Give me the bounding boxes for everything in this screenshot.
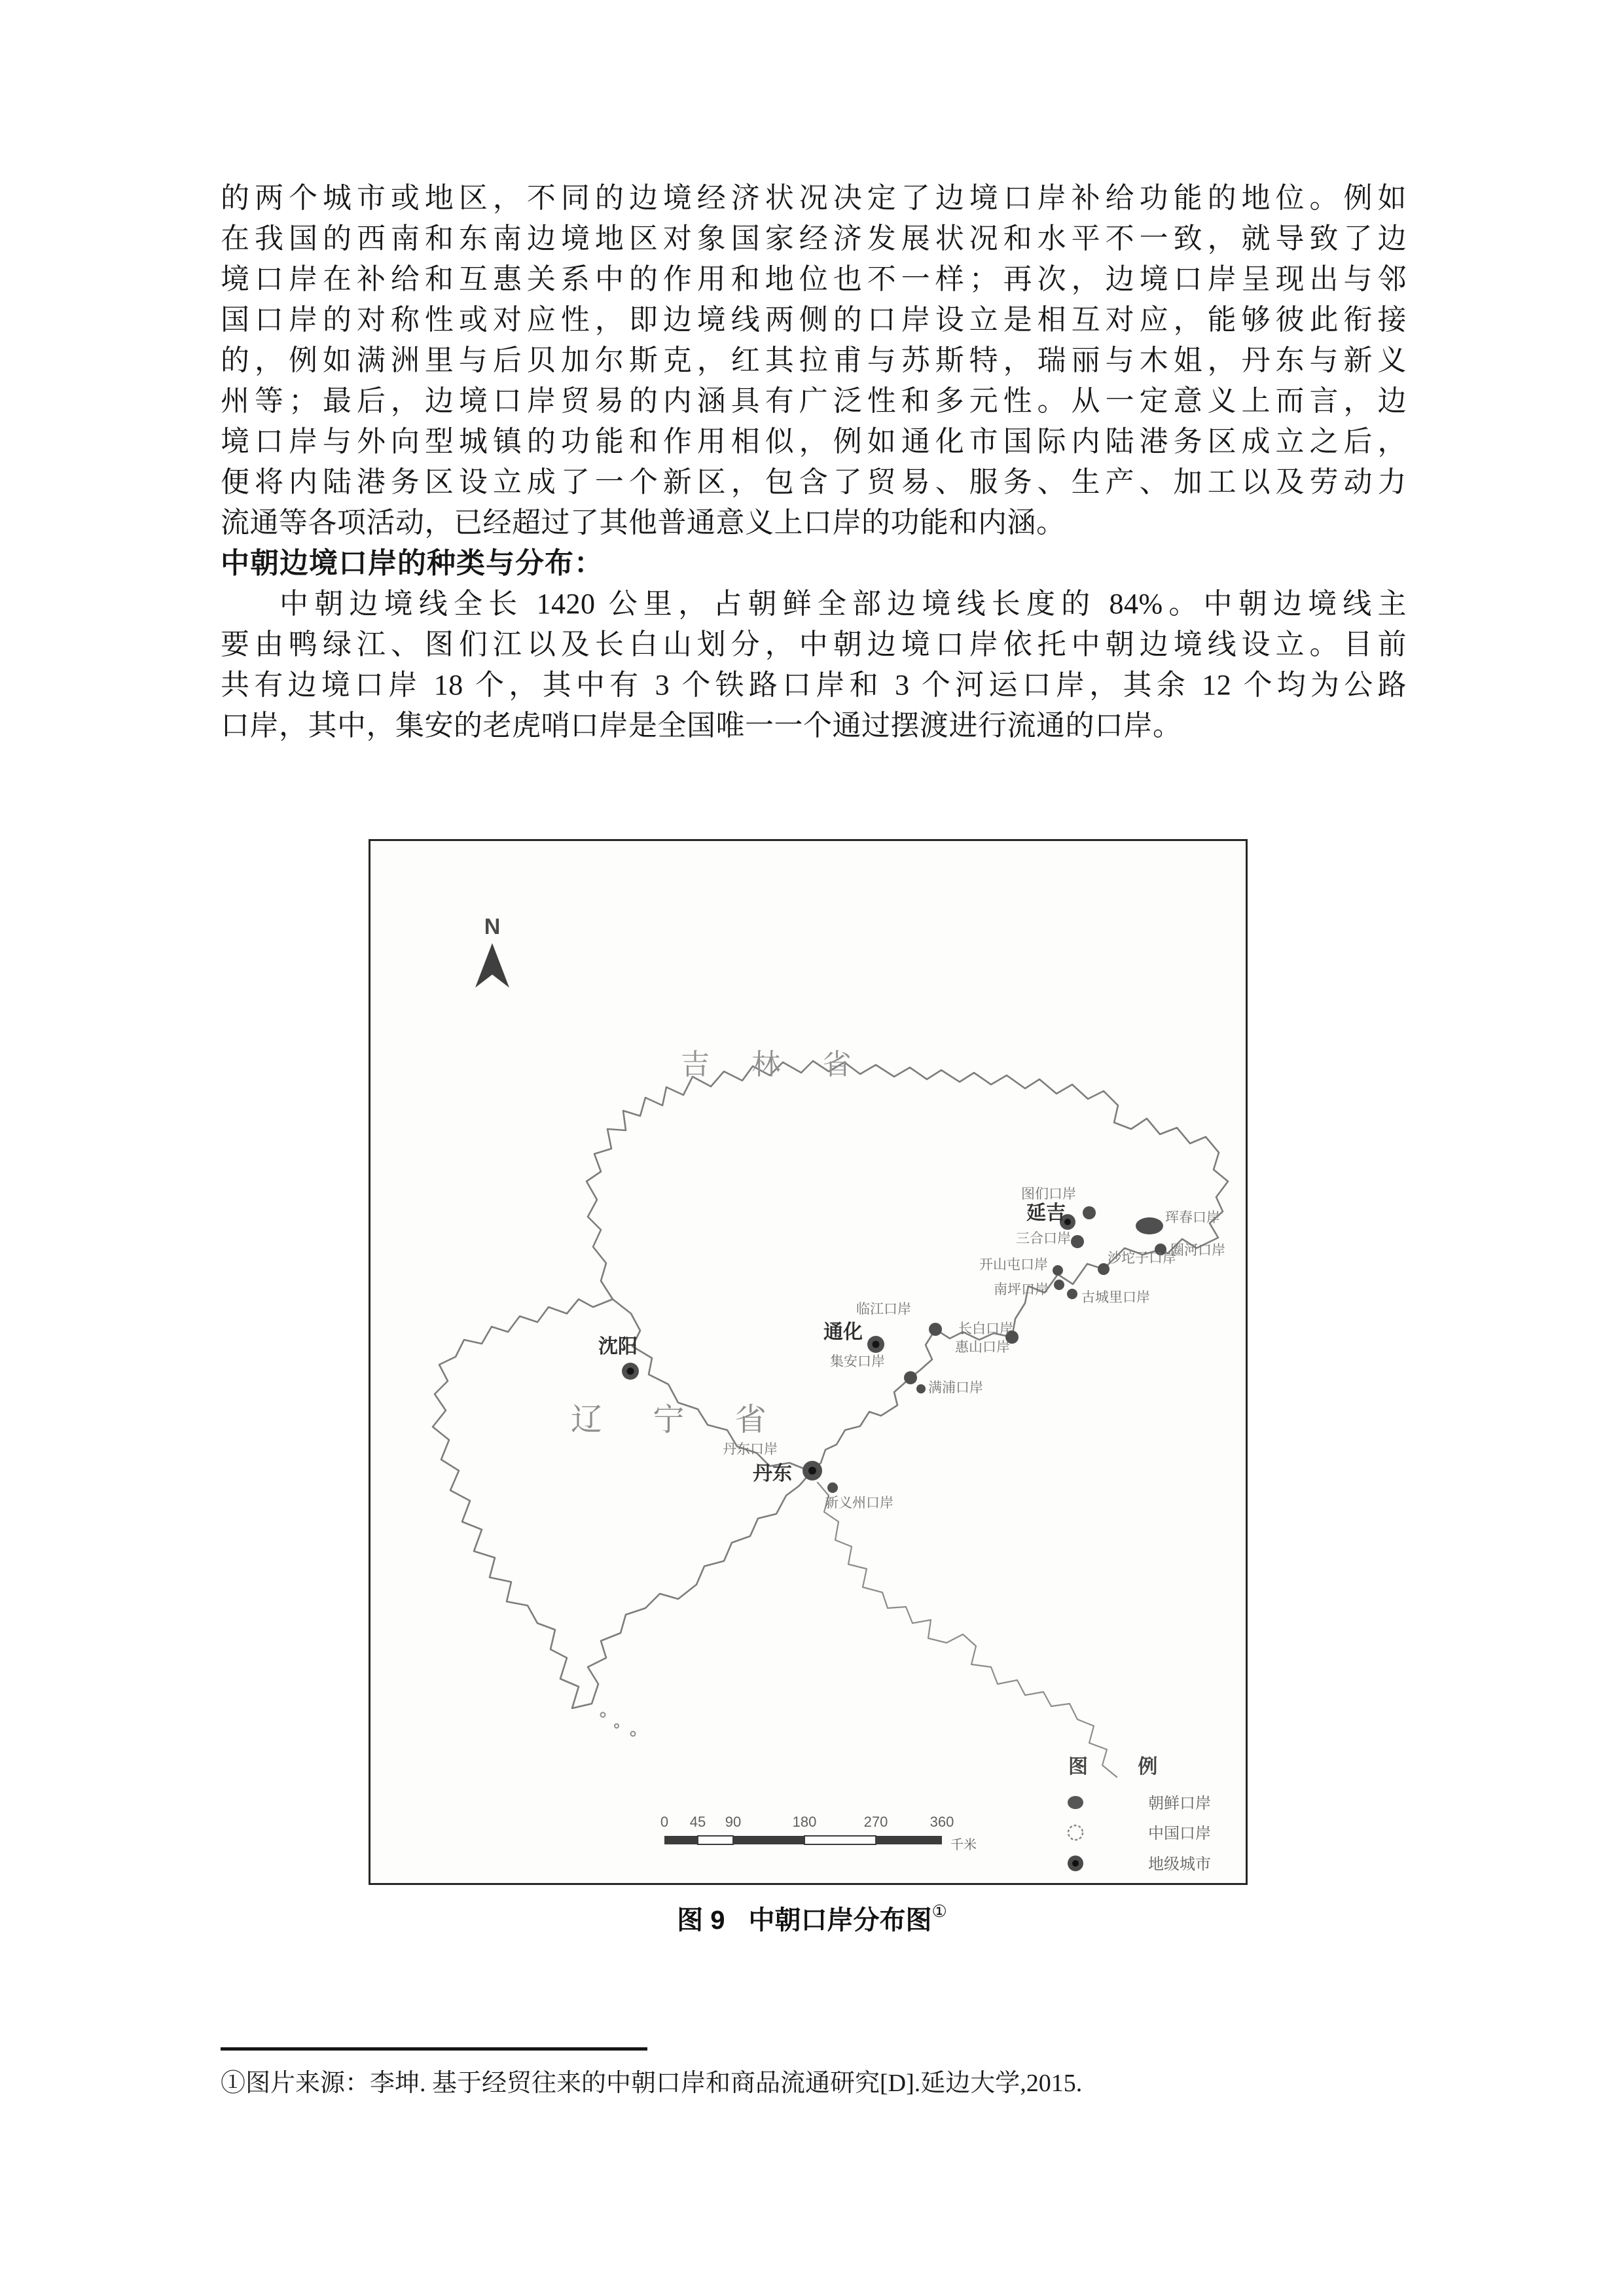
figure-map-frame <box>369 839 1248 1885</box>
legend-symbol-china-port <box>1068 1825 1083 1840</box>
port-marker-dandong-port <box>723 1442 778 1457</box>
port-marker-kaishantun <box>979 1257 1063 1276</box>
port-marker-sanhe <box>1016 1231 1084 1248</box>
paragraph-line: 在我国的西南和东南边境地区对象国家经济发展状况和水平不一致，就导致了边 <box>221 223 1407 255</box>
city-marker-yanji <box>1026 1202 1075 1230</box>
paragraph-line: 中朝边境线全长 1420 公里，占朝鲜全部边境线长度的 84%。中朝边境线主 <box>280 588 1407 620</box>
legend-item-label: 中国口岸 <box>1148 1825 1211 1842</box>
port-label: 圈河口岸 <box>1170 1243 1225 1258</box>
north-arrow-shape <box>475 943 509 988</box>
paragraph-line: 州等；最后，边境口岸贸易的内涵具有广泛性和多元性。从一定意义上而言，边 <box>221 385 1407 417</box>
port-marker-sinuiju <box>825 1482 893 1511</box>
port-label: 临江口岸 <box>856 1302 911 1317</box>
map-svg <box>370 841 1246 1883</box>
port-marker-jian <box>830 1354 917 1384</box>
port-marker-huishan <box>955 1340 1010 1355</box>
city-label: 通化 <box>823 1321 863 1343</box>
port-label: 南坪口岸 <box>994 1282 1049 1297</box>
island-mark <box>631 1732 636 1736</box>
scale-tick: 45 <box>689 1814 706 1830</box>
province-label-liaoning: 辽 宁 省 <box>571 1403 787 1437</box>
port-label: 长白口岸 <box>958 1321 1013 1336</box>
footnote-text: ①图片来源：李坤. 基于经贸往来的中朝口岸和商品流通研究[D].延边大学,2015. <box>221 2070 1083 2097</box>
port-marker-nanping <box>994 1280 1064 1297</box>
figure-caption <box>0 1899 1624 1937</box>
port-label: 满浦口岸 <box>928 1380 983 1395</box>
caption-footnote-marker: ① <box>931 1901 947 1921</box>
port-label: 新义州口岸 <box>825 1496 893 1511</box>
scale-segment <box>804 1836 876 1844</box>
port-label: 珲春口岸 <box>1165 1210 1220 1225</box>
paragraph-line: 国口岸的对称性或对应性，即边境线两侧的口岸设立是相互对应，能够彼此衔接 <box>221 304 1407 336</box>
north-arrow-icon <box>475 914 509 988</box>
city-label: 延吉 <box>1026 1202 1066 1224</box>
port-label: 开山屯口岸 <box>979 1257 1048 1272</box>
scale-segment <box>733 1836 804 1844</box>
paragraph-line: 流通等各项活动，已经超过了其他普通意义上口岸的功能和内涵。 <box>221 507 1066 539</box>
footnote-divider <box>221 2047 647 2051</box>
body-text <box>221 178 1407 746</box>
island-mark <box>601 1713 605 1717</box>
paragraph-line: 便将内陆港务区设立成了一个新区，包含了贸易、服务、生产、加工以及劳动力 <box>221 466 1407 498</box>
scale-bar <box>660 1814 977 1852</box>
korea-coast-outline <box>818 1482 1117 1777</box>
port-label: 三合口岸 <box>1016 1231 1071 1246</box>
legend-title: 图 例 <box>1068 1756 1180 1778</box>
north-label: N <box>484 914 501 939</box>
scale-segment <box>664 1836 698 1844</box>
scale-tick: 270 <box>863 1814 888 1830</box>
city-marker-tonghua <box>823 1321 884 1353</box>
paragraph-line: 境口岸在补给和互惠关系中的作用和地位也不一样；再次，边境口岸呈现出与邻 <box>221 263 1407 295</box>
city-marker-shenyang <box>598 1336 639 1380</box>
port-marker-linjiang <box>856 1302 942 1336</box>
city-marker-dandong <box>753 1461 822 1484</box>
port-marker-hunchun <box>1136 1210 1220 1234</box>
port-marker-guchengli <box>1067 1289 1150 1305</box>
paragraph-line: 的，例如满洲里与后贝加尔斯克，红其拉甫与苏斯特，瑞丽与木姐，丹东与新义 <box>221 344 1407 376</box>
legend-item-label: 地级城市 <box>1148 1856 1211 1873</box>
port-marker-manpu <box>916 1380 983 1395</box>
paragraph-line: 的两个城市或地区，不同的边境经济状况决定了边境口岸补给功能的地位。例如 <box>221 182 1407 214</box>
scale-tick: 360 <box>929 1814 954 1830</box>
paragraph-line: 口岸，其中，集安的老虎哨口岸是全国唯一一个通过摆渡进行流通的口岸。 <box>221 709 1182 742</box>
city-label: 沈阳 <box>598 1336 638 1357</box>
port-label: 丹东口岸 <box>723 1442 778 1457</box>
scale-segment <box>698 1836 733 1844</box>
caption-number: 图 9 <box>677 1906 725 1935</box>
port-label: 图们口岸 <box>1021 1187 1076 1202</box>
caption-title: 中朝口岸分布图 <box>748 1906 932 1935</box>
island-mark <box>615 1724 619 1728</box>
scale-unit-label: 千米 <box>950 1838 977 1852</box>
legend-item-label: 朝鲜口岸 <box>1148 1795 1211 1812</box>
legend-symbol-dprk-port <box>1068 1796 1083 1809</box>
scale-tick: 180 <box>792 1814 817 1830</box>
port-label: 集安口岸 <box>830 1354 885 1369</box>
paragraph-line: 境口岸与外向型城镇的功能和作用相似，例如通化市国际内陆港务区成立之后， <box>221 425 1407 457</box>
scale-tick: 0 <box>660 1814 669 1830</box>
legend-symbol-city-inner <box>1072 1860 1079 1867</box>
port-label: 沙坨子口岸 <box>1108 1251 1176 1266</box>
port-marker-shatuozi <box>1098 1251 1176 1275</box>
scale-tick: 90 <box>725 1814 742 1830</box>
paragraph-line: 共有边境口岸 18 个，其中有 3 个铁路口岸和 3 个河运口岸，其余 12 个均为公路 <box>221 669 1407 701</box>
section-heading: 中朝边境口岸的种类与分布： <box>221 547 604 579</box>
liaoning-outline <box>433 1299 812 1708</box>
scale-segment <box>876 1836 942 1844</box>
province-label-jilin: 吉 林 省 <box>681 1049 869 1081</box>
port-label: 惠山口岸 <box>955 1340 1010 1355</box>
port-label: 古城里口岸 <box>1081 1290 1150 1305</box>
map-legend <box>1068 1756 1211 1873</box>
city-label: 丹东 <box>753 1463 792 1484</box>
paragraph-line: 要由鸭绿江、图们江以及长白山划分，中朝边境口岸依托中朝边境线设立。目前 <box>221 628 1407 660</box>
